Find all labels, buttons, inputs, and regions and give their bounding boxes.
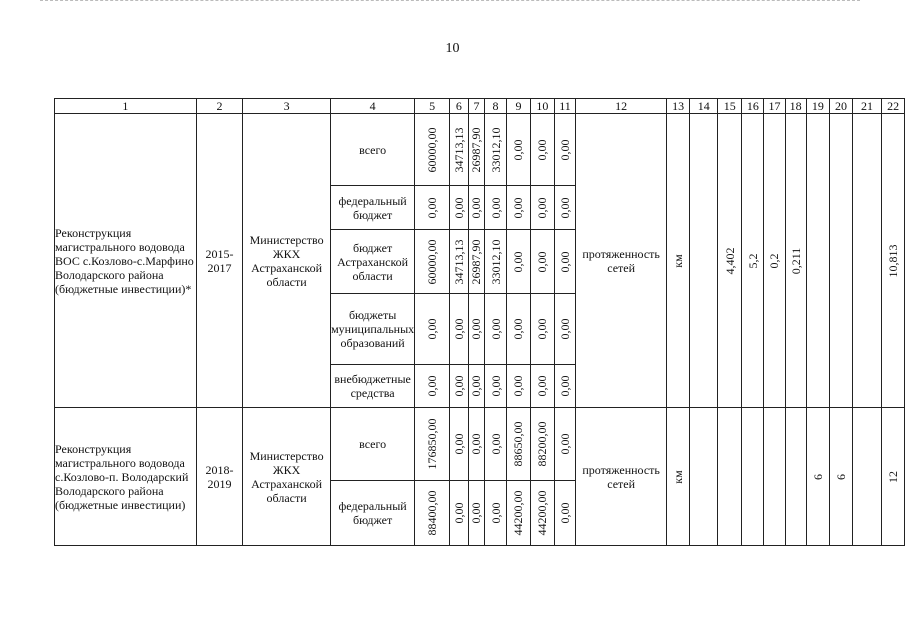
value-cell: 0,00	[468, 186, 485, 230]
value-cell: 0,00	[506, 365, 530, 408]
header-row	[55, 99, 905, 114]
value-cell: 0,00	[415, 365, 450, 408]
header-cell: 19	[806, 99, 830, 114]
header-cell: 14	[690, 99, 717, 114]
value-cell: 33012,10	[485, 114, 506, 186]
funding-source: федеральный бюджет	[331, 481, 415, 546]
value-cell: 0,00	[450, 365, 469, 408]
value-cell: 0,00	[506, 294, 530, 365]
value-cell: 0,00	[531, 186, 555, 230]
value-cell: 0,00	[450, 481, 469, 546]
header-cell: 8	[485, 99, 506, 114]
header-cell: 18	[785, 99, 806, 114]
value-cell: 0,00	[531, 365, 555, 408]
header-cell: 20	[830, 99, 853, 114]
header-cell: 9	[506, 99, 530, 114]
value-cell: 0,00	[554, 186, 576, 230]
header-cell: 10	[531, 99, 555, 114]
header-cell: 7	[468, 99, 485, 114]
header-cell: 6	[450, 99, 469, 114]
value-cell: 0,00	[485, 408, 506, 481]
value-cell	[830, 114, 853, 408]
header-cell: 1	[55, 99, 197, 114]
value-cell: 0,00	[506, 186, 530, 230]
value-cell: 0,00	[468, 408, 485, 481]
value-cell: 12	[882, 408, 905, 546]
funding-source: бюджеты муниципальных образований	[331, 294, 415, 365]
empty-cell	[690, 408, 717, 546]
value-cell: 0,00	[531, 230, 555, 294]
value-cell: 5,2	[742, 114, 764, 408]
value-cell: 0,00	[485, 294, 506, 365]
unit-cell: км	[666, 408, 690, 546]
value-cell: 0,00	[485, 186, 506, 230]
project-name: Реконструкция магистрального водовода ВОС с.Козлово-с.Марфино Володарского района (бюджетные инвестиции)*	[55, 114, 197, 408]
value-cell: 0,2	[764, 114, 786, 408]
value-cell	[717, 408, 742, 546]
value-cell: 0,00	[485, 481, 506, 546]
value-cell: 0,00	[468, 481, 485, 546]
value-cell: 44200,00	[506, 481, 530, 546]
value-cell: 0,00	[506, 230, 530, 294]
value-cell: 26987,90	[468, 230, 485, 294]
header-cell: 13	[666, 99, 690, 114]
value-cell	[764, 408, 786, 546]
value-cell: 0,00	[450, 294, 469, 365]
value-cell: 0,00	[554, 114, 576, 186]
value-cell: 0,00	[415, 186, 450, 230]
value-cell: 0,00	[531, 114, 555, 186]
value-cell: 88650,00	[506, 408, 530, 481]
value-cell: 33012,10	[485, 230, 506, 294]
value-cell: 0,00	[485, 365, 506, 408]
project-ministry: Министерство ЖКХ Астраханской области	[243, 408, 331, 546]
funding-source: внебюджетные средства	[331, 365, 415, 408]
funding-source: федеральный бюджет	[331, 186, 415, 230]
value-cell: 6	[830, 408, 853, 546]
page-number: 10	[445, 41, 460, 56]
project-years: 2015-2017	[196, 114, 242, 408]
value-cell: 0,00	[554, 481, 576, 546]
value-cell: 0,00	[468, 365, 485, 408]
table-row	[55, 114, 905, 186]
value-cell: 10,813	[882, 114, 905, 408]
header-cell: 4	[331, 99, 415, 114]
value-cell: 60000,00	[415, 114, 450, 186]
funding-source: всего	[331, 114, 415, 186]
value-cell: 6	[806, 408, 830, 546]
funding-source: всего	[331, 408, 415, 481]
value-cell: 0,00	[554, 294, 576, 365]
empty-cell	[690, 114, 717, 408]
project-name: Реконструкция магистрального водовода с.Козлово-п. Володарский Володарского района (бюджетные инвестиции)	[55, 408, 197, 546]
value-cell: 4,402	[717, 114, 742, 408]
value-cell: 26987,90	[468, 114, 485, 186]
value-cell: 34713,13	[450, 114, 469, 186]
value-cell: 0,00	[554, 408, 576, 481]
value-cell: 88200,00	[531, 408, 555, 481]
value-cell: 0,00	[531, 294, 555, 365]
value-cell: 0,00	[450, 186, 469, 230]
value-cell: 34713,13	[450, 230, 469, 294]
header-cell: 5	[415, 99, 450, 114]
value-cell	[785, 408, 806, 546]
value-cell: 0,00	[554, 365, 576, 408]
value-cell: 0,00	[506, 114, 530, 186]
project-years: 2018-2019	[196, 408, 242, 546]
unit-cell: км	[666, 114, 690, 408]
header-cell: 2	[196, 99, 242, 114]
value-cell: 44200,00	[531, 481, 555, 546]
top-edge-line	[40, 0, 860, 2]
project-ministry: Министерство ЖКХ Астраханской области	[243, 114, 331, 408]
header-cell: 3	[243, 99, 331, 114]
value-cell: 176850,00	[415, 408, 450, 481]
indicator: протяженность сетей	[576, 408, 667, 546]
value-cell	[806, 114, 830, 408]
value-cell: 0,00	[554, 230, 576, 294]
empty-cell	[852, 408, 881, 546]
value-cell: 88400,00	[415, 481, 450, 546]
header-cell: 11	[554, 99, 576, 114]
value-cell: 0,00	[415, 294, 450, 365]
budget-table	[54, 98, 905, 546]
header-cell: 22	[882, 99, 905, 114]
value-cell	[742, 408, 764, 546]
value-cell: 0,211	[785, 114, 806, 408]
header-cell: 17	[764, 99, 786, 114]
header-cell: 15	[717, 99, 742, 114]
header-cell: 21	[852, 99, 881, 114]
table-row	[55, 408, 905, 481]
header-cell: 12	[576, 99, 667, 114]
indicator: протяженность сетей	[576, 114, 667, 408]
funding-source: бюджет Астраханской области	[331, 230, 415, 294]
value-cell: 0,00	[468, 294, 485, 365]
value-cell: 60000,00	[415, 230, 450, 294]
empty-cell	[852, 114, 881, 408]
value-cell: 0,00	[450, 408, 469, 481]
header-cell: 16	[742, 99, 764, 114]
